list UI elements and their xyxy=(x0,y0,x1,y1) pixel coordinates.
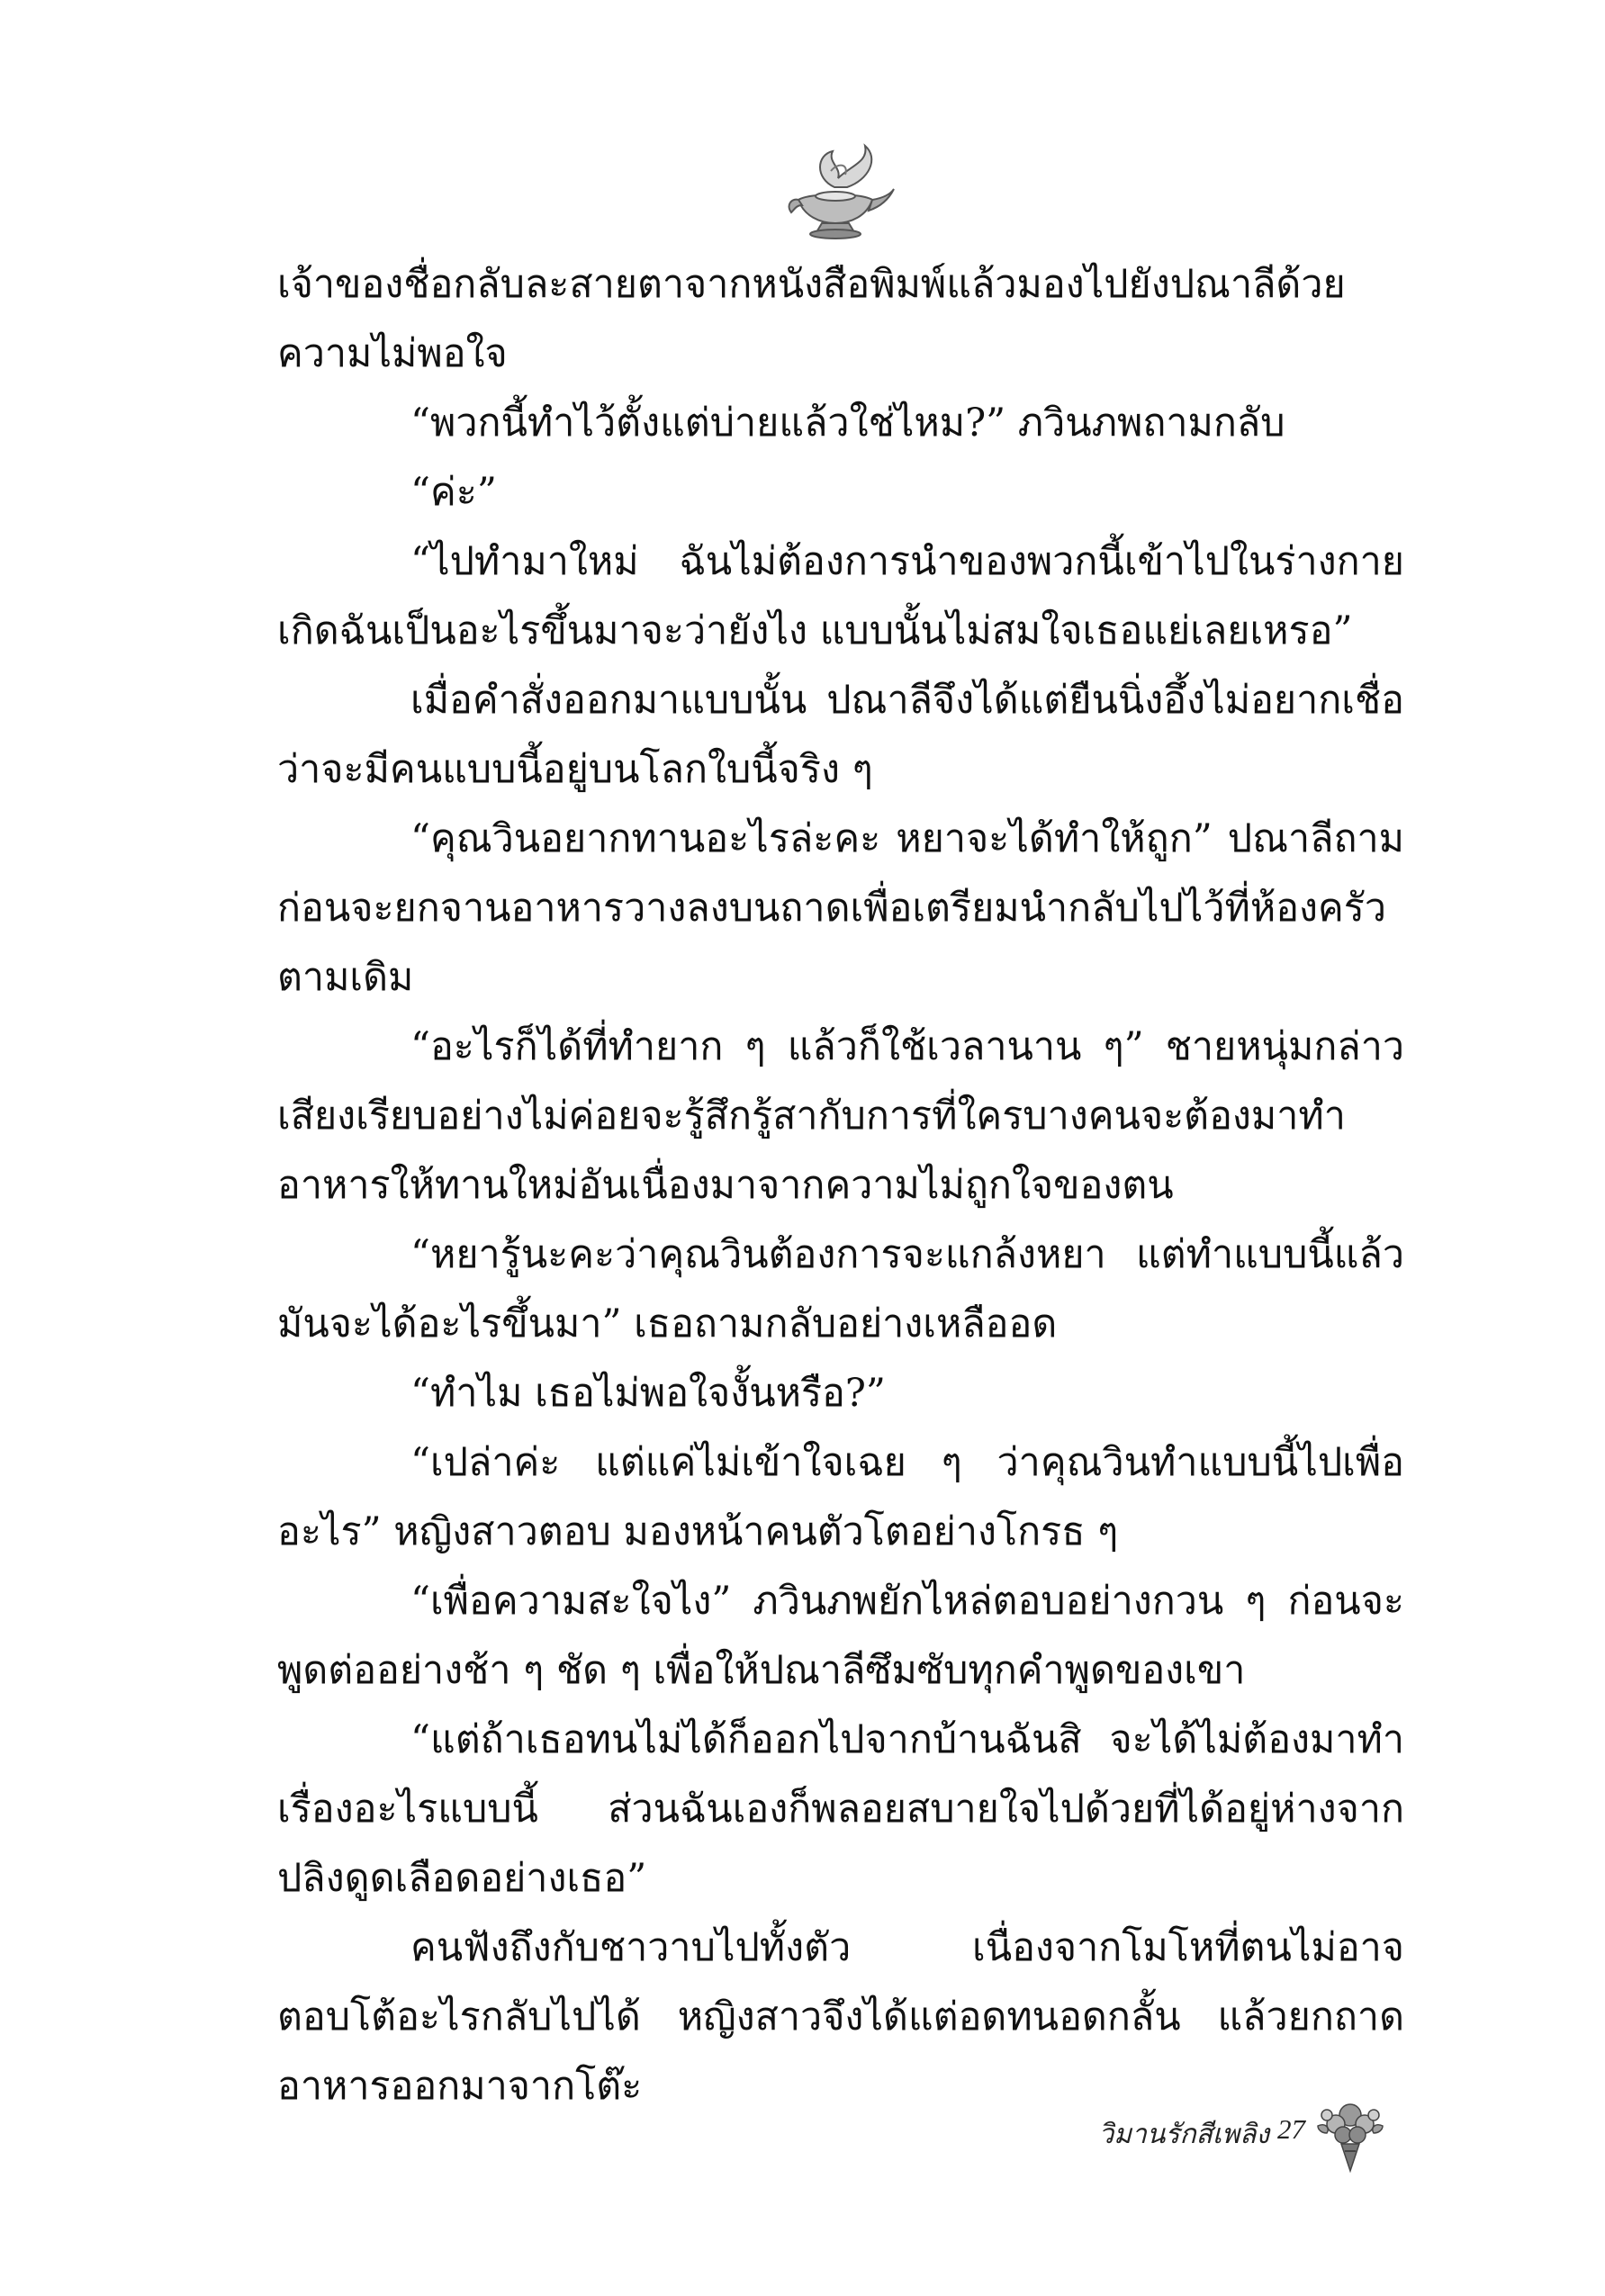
paragraph: เจ้าของชื่อกลับละสายตาจากหนังสือพิมพ์แล้วมองไปยังปณาลีด้วยความไม่พอใจ xyxy=(277,262,1346,376)
paragraph: “เพื่อความสะใจไง” ภวินภพยักไหล่ตอบอย่างกวน ๆ ก่อนจะพูดต่ออย่างช้า ๆ ชัด ๆ เพื่อให้ปณาลีซึมซับทุกคำพูดของเขา xyxy=(277,1579,1404,1693)
paragraph: “เปล่าค่ะ แต่แค่ไม่เข้าใจเฉย ๆ ว่าคุณวินทำแบบนี้ไปเพื่ออะไร” หญิงสาวตอบ มองหน้าคนตัวโตอย่างโกรธ ๆ xyxy=(277,1440,1404,1554)
paragraph: “พวกนี้ทำไว้ตั้งแต่บ่ายแล้วใช่ไหม?” ภวินภพถามกลับ xyxy=(410,401,1285,446)
paragraph: “ค่ะ” xyxy=(410,470,497,515)
page-number: 27 xyxy=(1277,2113,1305,2145)
paragraph: “ทำไม เธอไม่พอใจงั้นหรือ?” xyxy=(410,1371,886,1416)
paragraph: “หยารู้นะคะว่าคุณวินต้องการจะแกล้งหยา แต่ทำแบบนี้แล้วมันจะได้อะไรขึ้นมา” เธอถามกลับอย่างเหลืออด xyxy=(277,1232,1404,1346)
paragraph: “แต่ถ้าเธอทนไม่ได้ก็ออกไปจากบ้านฉันสิ จะได้ไม่ต้องมาทำเรื่องอะไรแบบนี้ ส่วนฉันเองก็พลอยสบายใจไปด้วยที่ได้อยู่ห่างจากปลิงดูดเลือดอย่างเธอ” xyxy=(277,1717,1404,1901)
paragraph: คนฟังถึงกับชาวาบไปทั้งตัว เนื่องจากโมโหที่ตนไม่อาจตอบโต้อะไรกลับไปได้ หญิงสาวจึงได้แต่อดทนอดกลั้น แล้วยกถาดอาหารออกมาจากโต๊ะ xyxy=(277,1925,1404,2109)
book-title: วิมานรักสีเพลิง xyxy=(1098,2119,1269,2150)
paragraph: “คุณวินอยากทานอะไรล่ะคะ หยาจะได้ทำให้ถูก” ปณาลีถาม ก่อนจะยกจานอาหารวางลงบนถาดเพื่อเตรียมนำกลับไปไว้ที่ห้องครัวตามเดิม xyxy=(277,816,1404,1000)
flower-bouquet-icon xyxy=(1305,2088,1395,2178)
paragraph: “ไปทำมาใหม่ ฉันไม่ต้องการนำของพวกนี้เข้าไปในร่างกาย เกิดฉันเป็นอะไรขึ้นมาจะว่ายังไง แบบนั้นไม่สมใจเธอแย่เลยเหรอ” xyxy=(277,539,1404,653)
paragraph: เมื่อคำสั่งออกมาแบบนั้น ปณาลีจึงได้แต่ยืนนิ่งอึ้งไม่อยากเชื่อว่าจะมีคนแบบนี้อยู่บนโลกใบนี้จริง ๆ xyxy=(277,678,1404,792)
genie-lamp-icon xyxy=(779,135,896,243)
page-footer xyxy=(900,2088,1404,2187)
paragraph: “อะไรก็ได้ที่ทำยาก ๆ แล้วก็ใช้เวลานาน ๆ” ชายหนุ่มกล่าวเสียงเรียบอย่างไม่ค่อยจะรู้สึกรู้สากับการที่ใครบางคนจะต้องมาทำอาหารให้ทานใหม่อันเนื่องมาจากความไม่ถูกใจของตน xyxy=(277,1024,1404,1208)
page-body xyxy=(277,250,1404,2121)
